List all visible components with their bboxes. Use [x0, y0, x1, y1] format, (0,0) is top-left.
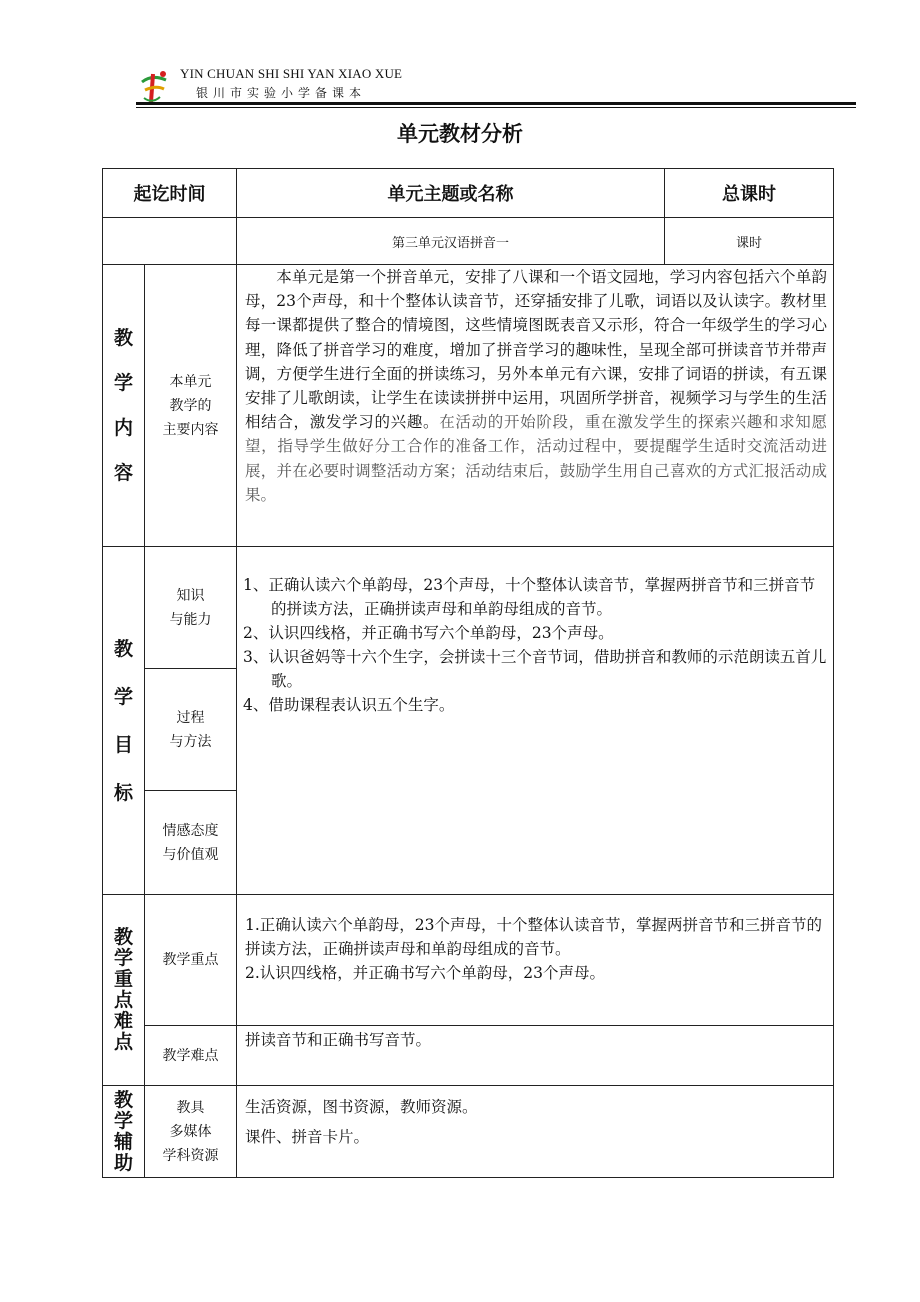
goal-item: 4、借助课程表认识五个生字。: [243, 696, 455, 714]
keypoints-key-text: [237, 895, 834, 1026]
aids-label-text: 教具 多媒体 学科资源: [162, 1099, 219, 1164]
section-char: 点: [113, 989, 133, 1011]
goals-label-knowledge-text: 知识 与能力: [169, 587, 212, 628]
keypoints-label-key: 教学重点: [145, 895, 237, 1026]
goals-text: [237, 547, 834, 895]
section-char: 学: [113, 947, 133, 969]
section-char: 目: [113, 733, 133, 756]
content-text-extra: 在活动的开始阶段，重在激发学生的探索兴趣和求知愿望，指导学生做好分工合作的准备工作，活动过程中，要提醒学生适时交流活动进展，并在必要时调整活动方案；活动结束后，鼓励学生用自己喜欢的方式汇报活动成果。: [245, 413, 827, 504]
school-logo-icon: [136, 68, 176, 106]
section-label-content: [103, 265, 145, 547]
section-char: 教: [113, 1088, 133, 1111]
goal-item: 1、正确认读六个单韵母，23个声母，十个整体认读音节，掌握两拼音节和三拼音节的拼读方法，正确拼读声母和单韵母组成的音节。: [243, 576, 816, 618]
keypoints-label-difficult: 教学难点: [145, 1026, 237, 1086]
goal-item: 2、认识四线格，并正确书写六个单韵母，23个声母。: [243, 624, 614, 642]
goals-label-process-text: 过程 与方法: [169, 709, 212, 750]
section-char: 点: [113, 1031, 133, 1053]
keypoints-row-key: [103, 895, 834, 1026]
goals-row-knowledge: [103, 547, 834, 669]
header-hours: 总课时: [665, 169, 834, 218]
section-char: 标: [113, 781, 133, 804]
unit-name: 第三单元汉语拼音一: [237, 218, 665, 265]
keypoints-row-difficult: [103, 1026, 834, 1086]
key-item: 1.正确认读六个单韵母，23个声母，十个整体认读音节，掌握两拼音节和三拼音节的拼读方法，正确拼读声母和单韵母组成的音节。: [245, 916, 823, 958]
aids-text: [237, 1086, 834, 1178]
content-label: [145, 265, 237, 547]
content-text: [237, 265, 834, 547]
section-char: 教: [113, 926, 133, 948]
section-char: 学: [113, 371, 133, 394]
goals-label-emotion: [145, 791, 237, 895]
section-char: 容: [113, 461, 133, 484]
goals-label-emotion-text: 情感态度 与价值观: [162, 822, 219, 863]
unit-analysis-table: [102, 168, 834, 1178]
section-char: 助: [113, 1151, 133, 1174]
aids-line: 课件、拼音卡片。: [245, 1128, 370, 1146]
section-label-keypoints: [103, 895, 145, 1086]
header-rule-thin: [136, 107, 856, 108]
goals-label-process: [145, 669, 237, 791]
section-label-goals: [103, 547, 145, 895]
section-char: 内: [113, 416, 133, 439]
goal-item: 3、认识爸妈等十六个生字，会拼读十三个音节词，借助拼音和教师的示范朗读五首儿歌。: [243, 648, 827, 690]
content-row: [103, 265, 834, 547]
header-topic: 单元主题或名称: [237, 169, 665, 218]
goals-list: [237, 573, 833, 717]
section-char: 教: [113, 637, 133, 660]
aids-label: [145, 1086, 237, 1178]
info-row: [103, 218, 834, 265]
page-header: [136, 62, 856, 108]
header-row: [103, 169, 834, 218]
keypoints-difficult-text: 拼读音节和正确书写音节。: [237, 1026, 834, 1086]
school-name-en: YIN CHUAN SHI SHI YAN XIAO XUE: [180, 66, 403, 81]
aids-line: 生活资源，图书资源，教师资源。: [245, 1098, 478, 1116]
school-name-cn: 银川市实验小学备课本: [196, 86, 367, 100]
section-char: 教: [113, 326, 133, 349]
section-char: 辅: [113, 1130, 133, 1153]
section-label-aids: [103, 1086, 145, 1178]
aids-row: [103, 1086, 834, 1178]
content-label-text: 本单元 教学的 主要内容: [162, 373, 219, 438]
key-item: 2.认识四线格，并正确书写六个单韵母，23个声母。: [245, 964, 606, 982]
section-char: 学: [113, 685, 133, 708]
section-char: 难: [113, 1010, 133, 1032]
section-char: 学: [113, 1109, 133, 1132]
section-char: 重: [113, 968, 133, 990]
time-value-cell: [103, 218, 237, 265]
content-text-main: 本单元是第一个拼音单元，安排了八课和一个语文园地，学习内容包括六个单韵母，23个声母，和十个整体认读音节，还穿插安排了儿歌，词语以及认读字。教材里每一课都提供了整合的情境图，这些情境图既表音又示形，符合一年级学生的学习心理，降低了拼音学习的难度，增加了拼音学习的趣味性，呈现全部可拼读音节并带声调，方便学生进行全面的拼读练习，另外本单元有六课，安排了词语的拼读，有五课安排了儿歌朗读，让学生在读读拼拼中运用，巩固所学拼音，视频学习与学生的生活相结合，激发学习的兴趣。: [245, 268, 827, 432]
hours-value: 课时: [665, 218, 834, 265]
document-title: 单元教材分析: [397, 122, 523, 146]
header-time: 起讫时间: [103, 169, 237, 218]
goals-label-knowledge: [145, 547, 237, 669]
header-rule-thick: [136, 102, 856, 105]
